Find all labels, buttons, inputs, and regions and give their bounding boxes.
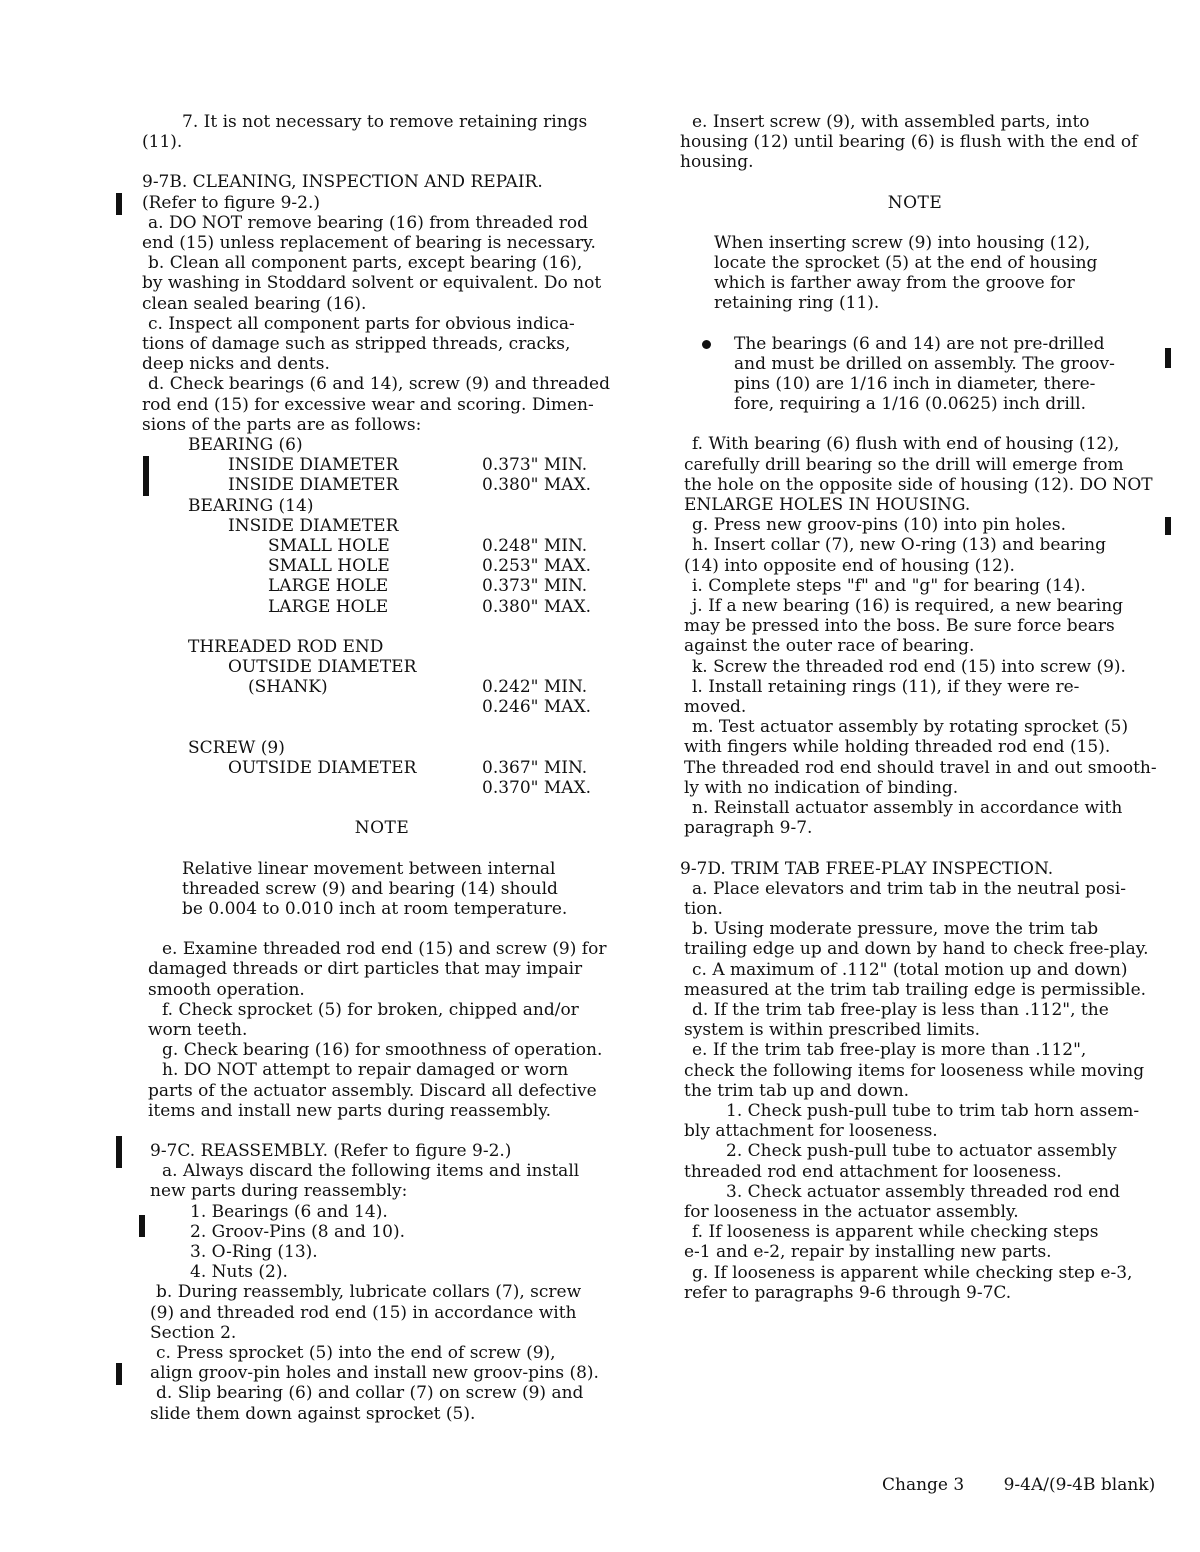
text-line: k. Screw the threaded rod end (15) into screw (9). <box>692 656 1126 677</box>
text-line: c. A maximum of .112" (total motion up and down) <box>692 959 1128 980</box>
text-line: Section 2. <box>150 1322 237 1343</box>
note-body <box>680 233 1170 314</box>
text-line: f. With bearing (6) flush with end of housing (12), <box>692 434 1120 455</box>
left-column <box>142 112 642 1424</box>
spec-label: INSIDE DIAMETER <box>228 475 399 496</box>
spec-value: 0.380" MAX. <box>482 475 592 496</box>
text-line: g. If looseness is apparent while checking step e-3, <box>692 1262 1133 1283</box>
text-line: system is within prescribed limits. <box>684 1020 981 1041</box>
text-line: l. Install retaining rings (11), if they were re- <box>692 676 1080 697</box>
text-line: the hole on the opposite side of housing (12). DO NOT <box>684 474 1153 495</box>
spec-label: LARGE HOLE <box>268 576 389 597</box>
note-heading: NOTE <box>354 818 410 839</box>
note-body <box>142 859 602 920</box>
bullet-line: and must be drilled on assembly. The groov- <box>734 353 1115 374</box>
freeplay-steps <box>680 879 1170 1101</box>
text-line: align groov-pin holes and install new groov-pins (8). <box>150 1363 599 1384</box>
text-line: g. Press new groov-pins (10) into pin holes. <box>692 515 1066 536</box>
spec-label: LARGE HOLE <box>268 596 389 617</box>
reassembly-steps-f-n <box>680 434 1170 838</box>
text-line: clean sealed bearing (16). <box>142 293 367 314</box>
change-number: Change 3 <box>882 1475 965 1495</box>
change-bar <box>116 193 122 215</box>
bearing-6-specs <box>142 455 642 495</box>
text-line: worn teeth. <box>148 1019 248 1040</box>
spec-label: SMALL HOLE <box>268 536 390 557</box>
text-line: g. Check bearing (16) for smoothness of operation. <box>162 1040 603 1061</box>
text-line: carefully drill bearing so the drill will emerge from <box>684 454 1124 475</box>
note-line: which is farther away from the groove for <box>714 273 1075 294</box>
text-line: f. If looseness is apparent while checking steps <box>692 1222 1099 1243</box>
text-line: trailing edge up and down by hand to check free-play. <box>684 939 1149 960</box>
page-footer <box>882 1475 1189 1495</box>
text-line: housing. <box>680 152 754 173</box>
bearing-14-specs <box>142 536 642 617</box>
text-line: e. If the trim tab free-play is more than .112", <box>692 1040 1087 1061</box>
text-line: for looseness in the actuator assembly. <box>684 1201 1019 1222</box>
rod-min-value: 0.242" MIN. <box>482 677 588 698</box>
note-line: be 0.004 to 0.010 inch at room temperature. <box>182 898 568 919</box>
text-line: c. Press sprocket (5) into the end of screw (9), <box>156 1342 556 1363</box>
text-line: bly attachment for looseness. <box>684 1121 938 1142</box>
rod-end-sub: OUTSIDE DIAMETER <box>228 657 417 678</box>
text-line: d. If the trim tab free-play is less than .112", the <box>692 999 1109 1020</box>
freeplay-steps-end <box>680 1222 1170 1303</box>
text-line: may be pressed into the boss. Be sure force bears <box>684 616 1115 637</box>
text-line: (9) and threaded rod end (15) in accordance with <box>150 1302 577 1323</box>
text-line: sions of the parts are as follows: <box>142 414 422 435</box>
text-line: parts of the actuator assembly. Discard all defective <box>148 1080 597 1101</box>
note-line: locate the sprocket (5) at the end of housing <box>714 253 1098 274</box>
list-item: 3. O-Ring (13). <box>190 1241 318 1262</box>
text-line: housing (12) until bearing (6) is flush with the end of <box>680 132 1138 153</box>
rod-end-label: THREADED ROD END <box>188 636 384 657</box>
text-line: n. Reinstall actuator assembly in accordance with <box>692 798 1123 819</box>
change-bar <box>116 1363 122 1385</box>
spec-value: 0.373" MIN. <box>482 455 588 476</box>
screw-sub: OUTSIDE DIAMETER <box>228 757 417 778</box>
section-9-7b-title: 9-7B. CLEANING, INSPECTION AND REPAIR. <box>142 172 543 193</box>
text-line: refer to paragraphs 9-6 through 9-7C. <box>684 1282 1012 1303</box>
text-line: rod end (15) for excessive wear and scoring. Dimen- <box>142 394 594 415</box>
screw-min-value: 0.367" MIN. <box>482 757 588 778</box>
spec-value: 0.373" MIN. <box>482 576 588 597</box>
text-line: 2. Check push-pull tube to actuator assembly <box>726 1141 1117 1162</box>
freeplay-substeps <box>680 1101 1170 1222</box>
bearing-14-sub: INSIDE DIAMETER <box>228 515 399 536</box>
text-line: check the following items for looseness while moving <box>684 1060 1145 1081</box>
text-line: threaded rod end attachment for looseness. <box>684 1161 1062 1182</box>
text-line: ENLARGE HOLES IN HOUSING. <box>684 495 971 516</box>
text-line: j. If a new bearing (16) is required, a new bearing <box>692 596 1124 617</box>
inspection-steps <box>142 939 642 1121</box>
text-line: The threaded rod end should travel in and out smooth- <box>684 757 1157 778</box>
text-line: tion. <box>684 898 723 919</box>
spec-label: INSIDE DIAMETER <box>228 455 399 476</box>
text-line: e. Examine threaded rod end (15) and screw (9) for <box>162 939 607 960</box>
note-line: threaded screw (9) and bearing (14) should <box>182 878 558 899</box>
change-bar <box>116 1136 122 1168</box>
list-item: 1. Bearings (6 and 14). <box>190 1201 388 1222</box>
spec-value: 0.253" MAX. <box>482 556 592 577</box>
text-line: e-1 and e-2, repair by installing new parts. <box>684 1242 1052 1263</box>
bearing-14-label: BEARING (14) <box>188 495 314 516</box>
note-line: retaining ring (11). <box>714 293 880 314</box>
text-line: moved. <box>684 697 747 718</box>
text-line: end (15) unless replacement of bearing is necessary. <box>142 233 596 254</box>
bearing-6-label: BEARING (6) <box>188 435 303 456</box>
section-9-7d-title: 9-7D. TRIM TAB FREE-PLAY INSPECTION. <box>680 858 1054 879</box>
text-line: items and install new parts during reassembly. <box>148 1100 552 1121</box>
section-9-7c-title: 9-7C. REASSEMBLY. (Refer to figure 9-2.) <box>150 1140 512 1161</box>
text-line: slide them down against sprocket (5). <box>150 1403 476 1424</box>
text-line: smooth operation. <box>148 979 305 1000</box>
cleaning-steps <box>142 213 642 435</box>
spec-label: SMALL HOLE <box>268 556 390 577</box>
section-9-7b-ref: (Refer to figure 9-2.) <box>142 192 321 213</box>
right-column <box>680 112 1170 1303</box>
reassembly-step-a <box>142 1161 642 1201</box>
text-line: measured at the trim tab trailing edge is permissible. <box>684 979 1147 1000</box>
text-line: tions of damage such as stripped threads, cracks, <box>142 334 571 355</box>
text-line: h. Insert collar (7), new O-ring (13) and bearing <box>692 535 1106 556</box>
reassembly-steps <box>142 1282 642 1423</box>
text-line: (14) into opposite end of housing (12). <box>684 555 1015 576</box>
step-7-line-1: 7. It is not necessary to remove retaining rings <box>182 112 588 132</box>
text-line: d. Check bearings (6 and 14), screw (9) and threaded <box>148 374 610 395</box>
discard-items-list <box>142 1202 642 1283</box>
text-line: 1. Check push-pull tube to trim tab horn assem- <box>726 1100 1140 1121</box>
text-line: m. Test actuator assembly by rotating sprocket (5) <box>692 717 1129 738</box>
text-line: b. During reassembly, lubricate collars (7), screw <box>156 1282 582 1303</box>
bullet-icon <box>702 340 711 349</box>
rod-shank-label: (SHANK) <box>248 677 328 698</box>
text-line: b. Clean all component parts, except bearing (16), <box>148 253 583 274</box>
bullet-line: fore, requiring a 1/16 (0.0625) inch drill. <box>734 394 1087 415</box>
text-line: new parts during reassembly: <box>150 1181 408 1202</box>
text-line: b. Using moderate pressure, move the trim tab <box>692 919 1099 940</box>
text-line: c. Inspect all component parts for obvious indica- <box>148 313 575 334</box>
text-line: a. Always discard the following items and install <box>162 1161 580 1182</box>
note-heading: NOTE <box>887 192 943 213</box>
text-line: ly with no indication of binding. <box>684 777 959 798</box>
note-line: When inserting screw (9) into housing (12), <box>714 232 1091 253</box>
text-line: by washing in Stoddard solvent or equivalent. Do not <box>142 273 602 294</box>
rod-max-value: 0.246" MAX. <box>482 697 592 718</box>
bullet-note <box>680 334 1170 415</box>
page-number: 9-4A/(9-4B blank) <box>1003 1475 1156 1495</box>
text-line: d. Slip bearing (6) and collar (7) on screw (9) and <box>156 1383 584 1404</box>
note-line: Relative linear movement between internal <box>182 858 556 879</box>
text-line: deep nicks and dents. <box>142 354 330 375</box>
text-line: a. Place elevators and trim tab in the neutral posi- <box>692 878 1127 899</box>
reassembly-step-e <box>680 112 1170 173</box>
text-line: damaged threads or dirt particles that may impair <box>148 959 583 980</box>
spec-value: 0.380" MAX. <box>482 596 592 617</box>
spec-value: 0.248" MIN. <box>482 536 588 557</box>
text-line: 3. Check actuator assembly threaded rod end <box>726 1181 1120 1202</box>
text-line: i. Complete steps "f" and "g" for bearing (14). <box>692 575 1086 596</box>
text-line: e. Insert screw (9), with assembled parts, into <box>692 112 1090 132</box>
bullet-line: The bearings (6 and 14) are not pre-drilled <box>734 333 1105 354</box>
text-line: paragraph 9-7. <box>684 818 813 839</box>
text-line: f. Check sprocket (5) for broken, chipped and/or <box>162 999 579 1020</box>
text-line: h. DO NOT attempt to repair damaged or worn <box>162 1060 569 1081</box>
text-line: the trim tab up and down. <box>684 1080 910 1101</box>
bullet-line: pins (10) are 1/16 inch in diameter, there- <box>734 374 1096 395</box>
text-line: against the outer race of bearing. <box>684 636 975 657</box>
screw-max-value: 0.370" MAX. <box>482 778 592 799</box>
text-line: with fingers while holding threaded rod end (15). <box>684 737 1111 758</box>
list-item: 4. Nuts (2). <box>190 1262 288 1283</box>
text-line: a. DO NOT remove bearing (16) from threaded rod <box>148 212 589 233</box>
screw-label: SCREW (9) <box>188 737 285 758</box>
list-item: 2. Groov-Pins (8 and 10). <box>190 1221 405 1242</box>
step-7-line-2: (11). <box>142 132 183 153</box>
